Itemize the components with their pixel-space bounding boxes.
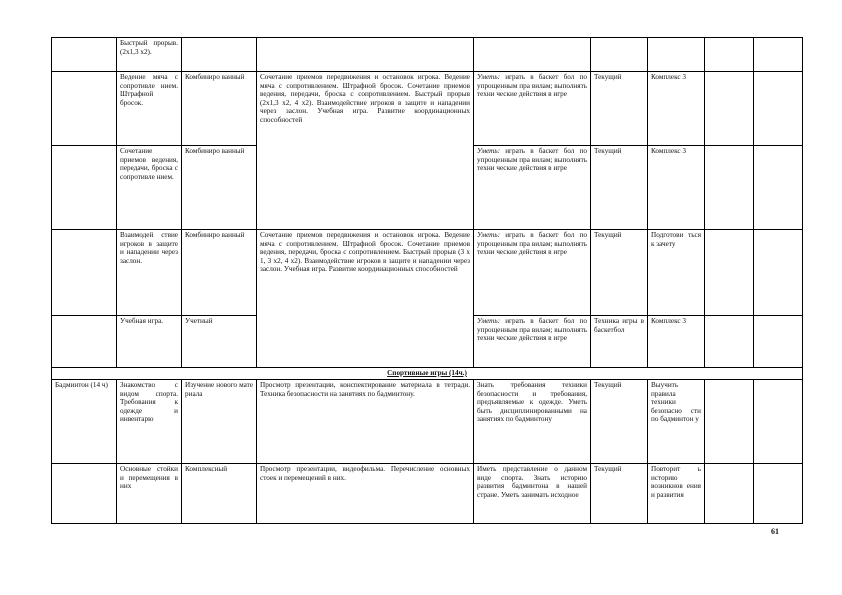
section-title: Спортивные игры (14ч.) (52, 368, 803, 380)
topic-cell (52, 316, 117, 368)
lesson-plan-table (51, 37, 803, 524)
requirements-label: Уметь: (477, 231, 501, 239)
control-cell: Текущий (591, 380, 648, 464)
content-cell: Сочетание приемов передвижения и остановок игрока. Ведение мяча с сопротивлением. Штрафной бросок. Сочетание приемов ведения, передачи, броска с сопротивлением. Быстрый прорыв (2х1,3 х2, 4 х2). Взаимодействие игроков в защите и нападении через заслон. Учебная игра. Развитие координационных способностей (257, 72, 474, 230)
homework-cell: Подготови ться к зачету (648, 230, 705, 316)
type-cell: Комбиниро ванный (182, 72, 257, 146)
control-cell: Текущий (591, 464, 648, 524)
type-cell: Комбиниро ванный (182, 146, 257, 230)
requirements-label: Уметь: (477, 73, 501, 81)
date-plan-cell (705, 38, 754, 72)
requirements-cell: Иметь представление о данном виде спорта. Знать историю развития бадминтона в нашей стране. Уметь занимать исходное (474, 464, 591, 524)
requirements-text: играть в баскет бол по упрощенным пра вилам; выполнять техни ческие действия в игре (477, 73, 587, 99)
table-row (52, 72, 803, 146)
type-cell: Комбиниро ванный (182, 230, 257, 316)
lesson-cell: Быстрый прорыв. (2х1,3 х2). (117, 38, 182, 72)
homework-cell: Комплекс 3 (648, 72, 705, 146)
type-cell: Комплексный (182, 464, 257, 524)
topic-cell: Бадминтон (14 ч) (52, 380, 117, 464)
homework-cell: Комплекс 3 (648, 146, 705, 230)
homework-cell: Повторит ь историю возникнов ения и развития (648, 464, 705, 524)
lesson-cell: Сочетание приемов ведения, передачи, броска с сопротивле нием. (117, 146, 182, 230)
content-cell: Просмотр презентации, конспектирование материала в тетради. Техника безопасности на занятиях по бадминтону. (257, 380, 474, 464)
control-cell (591, 38, 648, 72)
lesson-cell: Знакомство с видом спорта. Требования к одежде и инвентарю (117, 380, 182, 464)
type-cell (182, 38, 257, 72)
date-fact-cell (754, 72, 803, 146)
control-cell: Текущий (591, 230, 648, 316)
date-fact-cell (754, 380, 803, 464)
content-cell (257, 38, 474, 72)
lesson-cell: Основные стойки и перемещения в них (117, 464, 182, 524)
requirements-text: играть в баскет бол по упрощенным пра вилам; выполнять техни ческие действия в игре (477, 147, 587, 173)
table-row (52, 38, 803, 72)
control-cell: Техника игры в баскетбол (591, 316, 648, 368)
table-row (52, 464, 803, 524)
lesson-cell: Ведение мяча с сопротивле нием. Штрафной бросок. (117, 72, 182, 146)
date-fact-cell (754, 316, 803, 368)
type-cell: Изучение нового мате риала (182, 380, 257, 464)
date-fact-cell (754, 146, 803, 230)
requirements-label: Уметь: (477, 147, 501, 155)
requirements-cell (474, 146, 591, 230)
date-fact-cell (754, 464, 803, 524)
date-plan-cell (705, 146, 754, 230)
homework-cell (648, 38, 705, 72)
homework-cell: Комплекс 3 (648, 316, 705, 368)
control-cell: Текущий (591, 72, 648, 146)
homework-cell: Выучить правила техники безопасно сти по бадминтон у (648, 380, 705, 464)
date-plan-cell (705, 380, 754, 464)
date-fact-cell (754, 230, 803, 316)
page-number: 61 (771, 527, 779, 536)
requirements-cell (474, 72, 591, 146)
requirements-cell (474, 316, 591, 368)
date-plan-cell (705, 72, 754, 146)
content-cell: Сочетание приемов передвижения и остановок игрока. Ведение мяча с сопротивлением. Штрафной бросок. Сочетание приемов ведения, передачи, броска с сопротивлением. Быстрый прорыв (3 х 1, 3 х2, 4 х2). Взаимодействие игроков в защите и нападении через заслон. Учебная игра. Развитие координационных способностей (257, 230, 474, 368)
table-row (52, 230, 803, 316)
requirements-label: Уметь: (477, 317, 501, 325)
control-cell: Текущий (591, 146, 648, 230)
type-cell: Учетный (182, 316, 257, 368)
date-plan-cell (705, 316, 754, 368)
date-plan-cell (705, 230, 754, 316)
requirements-cell (474, 38, 591, 72)
requirements-cell (474, 230, 591, 316)
topic-cell (52, 464, 117, 524)
date-plan-cell (705, 464, 754, 524)
topic-cell (52, 38, 117, 72)
content-cell: Просмотр презентации, видеофильма. Перечисление основных стоек и перемещений в них. (257, 464, 474, 524)
requirements-text: играть в баскет бол по упрощенным пра вилам; выполнять техни ческие действия в игре (477, 317, 587, 343)
topic-cell (52, 230, 117, 316)
topic-cell (52, 146, 117, 230)
date-fact-cell (754, 38, 803, 72)
section-header-row (52, 368, 803, 380)
requirements-text: играть в баскет бол по упрощенным пра вилам; выполнять техни ческие действия в игре (477, 231, 587, 257)
lesson-cell: Взаимодей ствие игроков в защите и нападении через заслон. (117, 230, 182, 316)
lesson-cell: Учебная игра. (117, 316, 182, 368)
requirements-cell: Знать требования техники безопасности и требования, предъявляемые к одежде. Уметь быть дисциплинированными на занятиях по бадминтону (474, 380, 591, 464)
table-row (52, 380, 803, 464)
topic-cell (52, 72, 117, 146)
